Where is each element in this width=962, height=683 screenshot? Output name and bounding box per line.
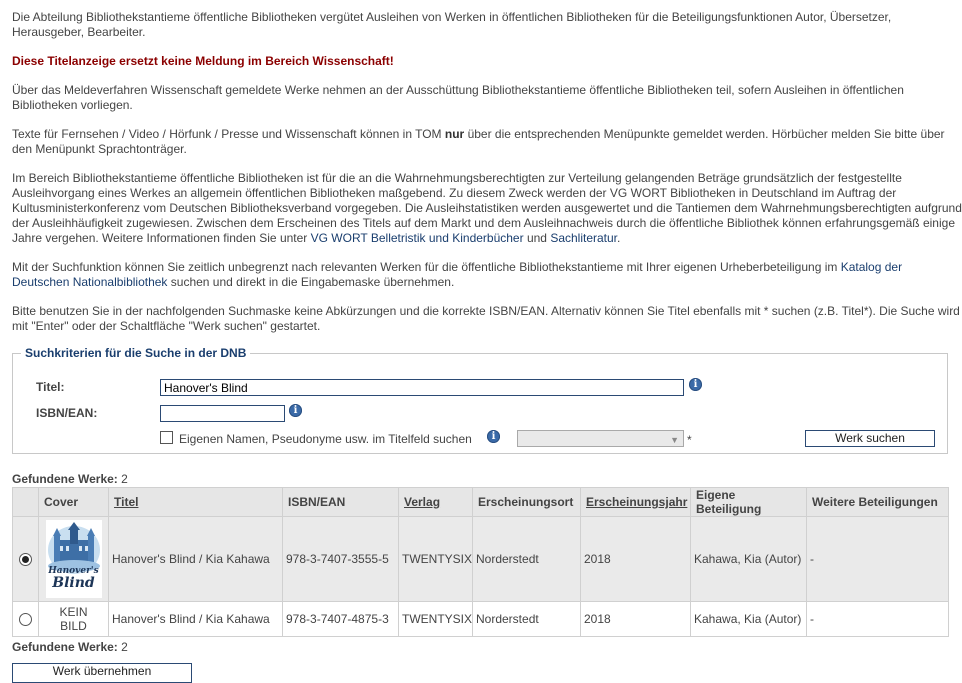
isbn-info-icon[interactable]: i	[289, 404, 302, 417]
p5-text-b: suchen und direkt in die Eingabemaske übernehmen.	[167, 275, 455, 289]
col-cover: Cover	[39, 488, 109, 517]
pseudonym-label: Eigenen Namen, Pseudonyme usw. im Titelfeld suchen	[179, 432, 472, 446]
intro-paragraph-1: Die Abteilung Bibliothekstantieme öffentliche Bibliotheken vergütet Ausleihen von Werken in öffentlichen Bibliotheken für die Beteiligungsfunktionen Autor, Übersetzer, Herausgeber, Bearbeiter.	[12, 10, 892, 39]
row-radio[interactable]	[19, 613, 32, 626]
title-input[interactable]: Hanover's Blind	[160, 379, 684, 396]
row-select-cell	[13, 602, 39, 637]
required-asterisk: *	[687, 433, 692, 447]
link-dnb-catalog[interactable]: Katalog der Deutschen Nationalbibliothek	[12, 260, 903, 289]
no-cover-line-1: KEIN	[59, 605, 88, 619]
no-cover-line-2: BILD	[60, 619, 87, 633]
intro-paragraph-2: Über das Meldeverfahren Wissenschaft gemeldete Werke nehmen an der Ausschüttung Bibliothekstantieme öffentliche Bibliotheken teil, sofern Ausleihen in öffentlichen Bibliotheken vorliegen.	[12, 83, 904, 112]
search-legend: Suchkriterien für die Suche in der DNB	[25, 346, 247, 360]
row-radio[interactable]	[19, 553, 32, 566]
found-count: 2	[121, 640, 128, 654]
row-own-role: Kahawa, Kia (Autor)	[691, 517, 807, 602]
row-title: Hanover's Blind / Kia Kahawa	[109, 517, 283, 602]
col-publisher-sort[interactable]: Verlag	[399, 488, 473, 517]
p4-text-a: Im Bereich Bibliothekstantieme öffentliche Bibliotheken ist für die an die Wahrnehmungsberechtigten zur Verteilung gelangenden Beträge grundsätzlich der festgestellte Ausleihvorgang eines Werkes an allgemein öffentlichen Bibliotheken maßgebend. Zu diesem Zweck werden der VG WORT Bibliotheken in Deutschland im Auftrag der Kultusministerkonferenz vom Deutschen Bibliotheksverband vorgegeben. Die Ausleihstatistiken werden ausgewertet und die Tantiemen dem Wahrnehmungsberechtigten aufgrund der Ausleihhäufigkeit zugewiesen. Zwischen dem Erscheinen des Titels auf dem Markt und dem Ausleihnachweis durch die öffentliche Bibliothek können erfahrungsgemäß einige Jahre vergehen. Weitere Informationen finden Sie unter	[12, 171, 962, 245]
cover-cell	[39, 517, 109, 602]
col-more: Weitere Beteiligungen	[807, 488, 949, 517]
search-criteria-box	[12, 346, 948, 454]
p3-text-a: Texte für Fernsehen / Video / Hörfunk / Presse und Wissenschaft können in TOM	[12, 127, 445, 141]
page	[12, 0, 962, 678]
col-place: Erscheinungsort	[473, 488, 581, 517]
found-count-bottom	[12, 640, 962, 654]
title-label: Titel:	[36, 380, 65, 394]
chevron-down-icon: ▼	[670, 435, 679, 445]
row-isbn: 978-3-7407-4875-3	[283, 602, 399, 637]
warning-text: Diese Titelanzeige ersetzt keine Meldung im Bereich Wissenschaft!	[12, 54, 394, 68]
row-place: Norderstedt	[473, 517, 581, 602]
p4-text-end: .	[617, 231, 621, 245]
row-isbn: 978-3-7407-3555-5	[283, 517, 399, 602]
col-isbn: ISBN/EAN	[283, 488, 399, 517]
isbn-input[interactable]	[160, 405, 285, 422]
row-publisher: TWENTYSIX	[399, 602, 473, 637]
found-label: Gefundene Werke:	[12, 640, 118, 654]
found-label: Gefundene Werke:	[12, 472, 118, 486]
cover-title-line-2: Blind	[52, 575, 95, 591]
pseudonym-info-icon[interactable]: i	[487, 430, 500, 443]
cover-title-line-1: Hanover's	[48, 566, 99, 576]
col-own: Eigene Beteiligung	[691, 488, 807, 517]
search-button[interactable]: Werk suchen	[805, 430, 935, 447]
p3-text-b: über die entsprechenden Menüpunkte gemeldet werden. Hörbücher melden Sie bitte über den Menüpunkt Sprachtonträger.	[12, 127, 945, 156]
row-publisher: TWENTYSIX	[399, 517, 473, 602]
row-place: Norderstedt	[473, 602, 581, 637]
p5-text-a: Mit der Suchfunktion können Sie zeitlich unbegrenzt nach relevanten Werken für die öffentliche Bibliothekstantieme mit Ihrer eigenen Urheberbeteiligung im	[12, 260, 841, 274]
row-own-role: Kahawa, Kia (Autor)	[691, 602, 807, 637]
take-over-work-button[interactable]: Werk übernehmen	[12, 663, 192, 683]
book-cover-image	[46, 520, 102, 598]
found-count-top	[12, 472, 962, 486]
p4-text-mid: und	[523, 231, 551, 245]
isbn-label: ISBN/EAN:	[36, 406, 98, 420]
col-year-sort[interactable]: Erscheinungsjahr	[581, 488, 691, 517]
row-year: 2018	[581, 517, 691, 602]
table-row[interactable]	[13, 517, 949, 602]
title-info-icon[interactable]: i	[689, 378, 702, 391]
link-belletristik[interactable]: VG WORT Belletristik und Kinderbücher	[310, 231, 524, 245]
intro-paragraph-5	[12, 260, 962, 290]
intro-paragraph-3	[12, 127, 962, 157]
intro-paragraph-6: Bitte benutzen Sie in der nachfolgenden Suchmaske keine Abkürzungen und die korrekte ISBN/EAN. Alternativ können Sie Titel ebenfalls mit * suchen (z.B. Titel*). Die Suche wird mit "Enter" oder der Schaltfläche "Werk suchen" gestartet.	[12, 304, 960, 333]
table-row[interactable]	[13, 602, 949, 637]
table-header-row	[13, 488, 949, 517]
p3-bold: nur	[444, 127, 465, 141]
intro-paragraph-4	[12, 171, 962, 246]
row-year: 2018	[581, 602, 691, 637]
row-title: Hanover's Blind / Kia Kahawa	[109, 602, 283, 637]
col-title-sort[interactable]: Titel	[109, 488, 283, 517]
no-cover-cell	[39, 602, 109, 637]
link-sachliteratur[interactable]: Sachliteratur	[550, 231, 618, 245]
pseudonym-checkbox[interactable]	[160, 431, 173, 444]
row-select-cell	[13, 517, 39, 602]
row-more-roles: -	[807, 517, 949, 602]
results-table	[12, 487, 949, 637]
found-count: 2	[121, 472, 128, 486]
row-more-roles: -	[807, 602, 949, 637]
pseudonym-select[interactable]	[517, 430, 684, 447]
col-select	[13, 488, 39, 517]
